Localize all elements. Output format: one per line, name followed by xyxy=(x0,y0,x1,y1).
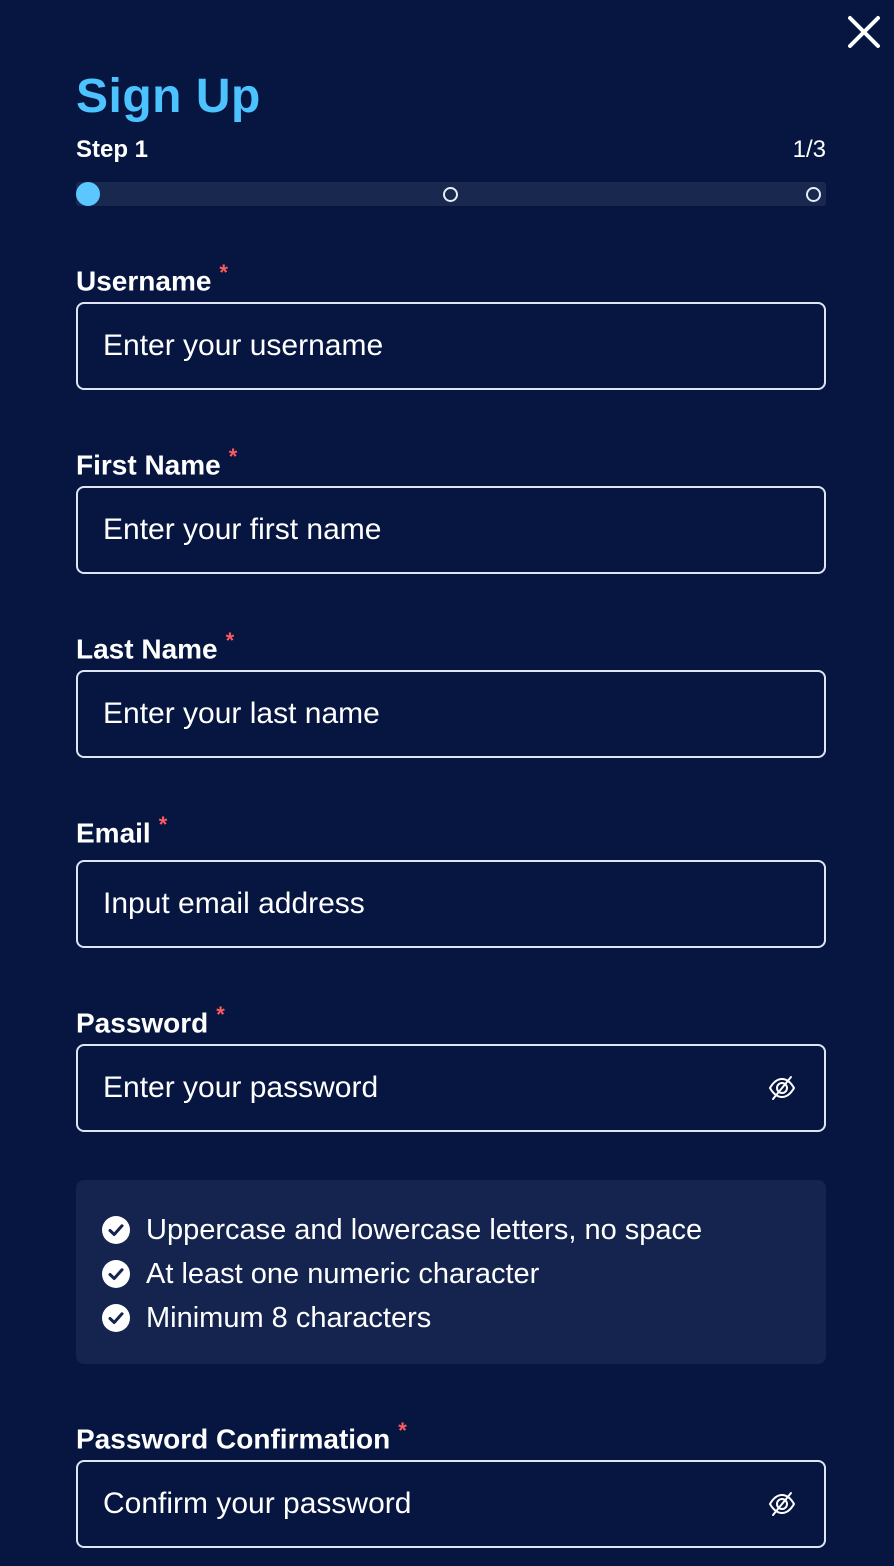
eye-off-icon xyxy=(766,1488,798,1520)
step-2-indicator xyxy=(443,187,458,202)
first-name-label-text: First Name xyxy=(76,449,221,481)
password-requirements-panel xyxy=(76,1180,826,1364)
required-marker: * xyxy=(398,1418,407,1443)
email-field xyxy=(76,860,826,948)
requirement-item xyxy=(76,1252,826,1296)
first-name-input[interactable] xyxy=(78,488,824,572)
username-field xyxy=(76,302,826,390)
close-button[interactable] xyxy=(846,14,882,50)
password-label-text: Password xyxy=(76,1007,209,1039)
required-marker: * xyxy=(216,1002,225,1027)
password-confirmation-visibility-toggle[interactable] xyxy=(766,1488,798,1520)
requirement-text: At least one numeric character xyxy=(146,1258,540,1290)
eye-off-icon xyxy=(766,1072,798,1104)
required-marker: * xyxy=(219,260,228,285)
email-input[interactable] xyxy=(78,862,824,946)
username-input[interactable] xyxy=(78,304,824,388)
last-name-label-text: Last Name xyxy=(76,633,218,665)
requirement-text: Minimum 8 characters xyxy=(146,1302,432,1334)
requirement-item xyxy=(76,1296,826,1340)
last-name-input[interactable] xyxy=(78,672,824,756)
step-counter: 1/3 xyxy=(792,136,826,163)
last-name-field xyxy=(76,670,826,758)
first-name-label xyxy=(76,441,237,481)
password-confirmation-input[interactable] xyxy=(78,1462,766,1546)
password-confirmation-label-text: Password Confirmation xyxy=(76,1423,391,1455)
check-circle-icon xyxy=(102,1216,130,1244)
required-marker: * xyxy=(158,812,168,837)
requirement-item xyxy=(76,1208,826,1252)
step-label: Step 1 xyxy=(76,136,149,163)
required-marker: * xyxy=(228,444,238,469)
email-label-text: Email xyxy=(76,817,151,849)
close-icon xyxy=(846,14,882,50)
step-3-indicator xyxy=(806,187,821,202)
username-label xyxy=(76,257,228,297)
step-progress-bar xyxy=(76,182,826,206)
password-visibility-toggle[interactable] xyxy=(766,1072,798,1104)
password-field xyxy=(76,1044,826,1132)
step-1-indicator-active xyxy=(76,182,100,206)
check-circle-icon xyxy=(102,1304,130,1332)
password-confirmation-label xyxy=(76,1415,407,1455)
requirement-text: Uppercase and lowercase letters, no space xyxy=(146,1214,703,1246)
username-label-text: Username xyxy=(76,265,212,297)
password-input[interactable] xyxy=(78,1046,766,1130)
check-circle-icon xyxy=(102,1260,130,1288)
password-label xyxy=(76,999,225,1039)
first-name-field xyxy=(76,486,826,574)
required-marker: * xyxy=(225,628,235,653)
password-confirmation-field xyxy=(76,1460,826,1548)
page-title: Sign Up xyxy=(76,70,261,123)
last-name-label xyxy=(76,625,234,665)
email-label xyxy=(76,809,167,849)
